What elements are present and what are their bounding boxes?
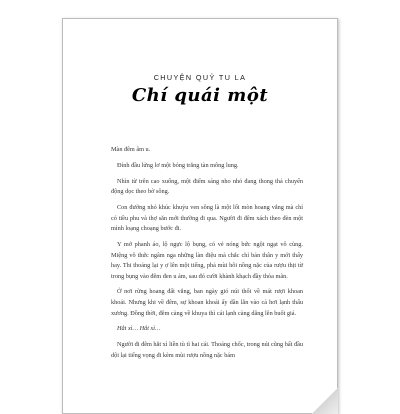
paragraph: Nhìn từ trên cao xuống, một điểm sáng nho nhỏ đang thong thả chuyển động dọc theo bờ sông. xyxy=(111,177,303,196)
chapter-title: Chí quái một xyxy=(131,85,269,106)
paragraph-sneeze: Hắt xì… Hắt xì… xyxy=(117,325,161,333)
paragraph: Y mở phanh áo, lộ ngực lộ bụng, có vẻ nóng bức ngột ngạt vô cùng. Miệng vô thức ngâm nga những làn điệu mà chắc chỉ bản thân y mới thấy hay. Thi thoảng lại y ợ lên một tiếng, phả mùi hôi nồng nặc của rượu thịt từ trong bụng vào đêm đen u ám, sau đó cười khành khạch đầy thỏa mãn. xyxy=(111,240,303,280)
paragraph: Con đường nhỏ khúc khuỷu ven sông là một lối mòn hoang vắng mà chỉ có tiều phu và thợ săn mới thường đi qua. Người đi đêm xách theo đèn một mình loạng choạng bước đi. xyxy=(111,203,303,233)
paragraph: Người đi đêm hắt xì liền tù tì hai cái. Thoáng chốc, trong núi cũng bất đầu dội lại tiếng vọng đi kèm mùi rượu nồng nặc bám xyxy=(111,341,303,359)
paragraph: Đỉnh đầu lửng lơ một bóng trăng tàn mông lung. xyxy=(117,161,239,169)
body-text xyxy=(111,145,303,367)
paragraph: Màn đêm âm u. xyxy=(111,146,151,153)
series-title: CHUYỆN QUỶ TU LA xyxy=(153,73,247,82)
paragraph: Ở nơi rừng hoang đất vắng, ban ngày gió núi thổi về mát rượi khoan khoái. Nhưng khi về đêm, sự khoan khoái ấy dần lẫn vào cả hơi lạnh thấu xương. Đồng thời, đêm càng về khuya thì cái lạnh càng dâng lên buốt giá. xyxy=(111,288,303,317)
book-page xyxy=(62,18,338,414)
page-curl xyxy=(312,388,338,414)
